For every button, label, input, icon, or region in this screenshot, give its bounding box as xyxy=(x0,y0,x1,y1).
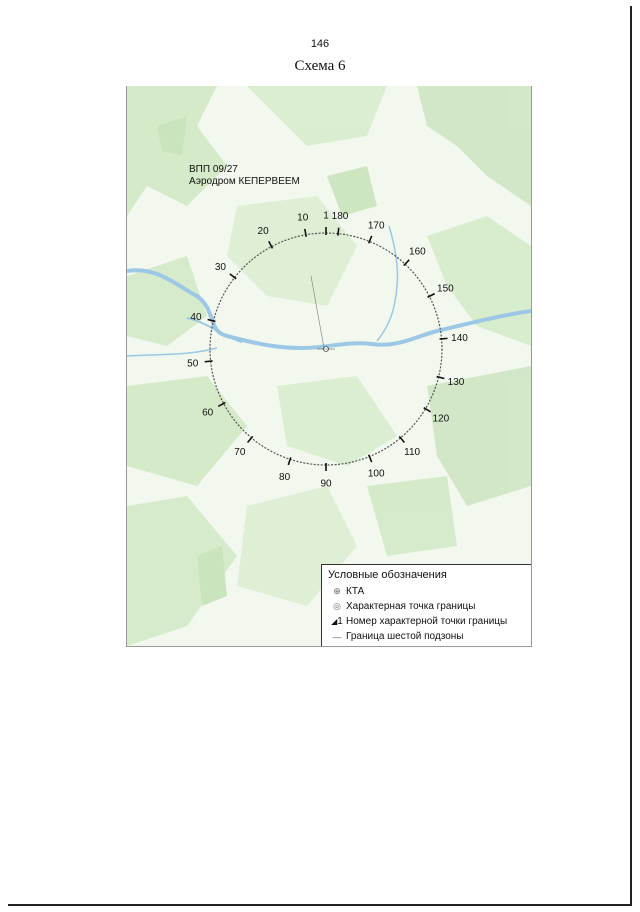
boundary-point-label: 30 xyxy=(214,262,226,274)
legend-label: Характерная точка границы xyxy=(346,601,476,612)
point-number-symbol-text: 1 xyxy=(337,616,343,627)
boundary-point-label: 150 xyxy=(437,283,454,295)
boundary-point-label: 1 xyxy=(323,210,329,222)
boundary-point-label: 60 xyxy=(202,407,214,419)
boundary-point-label: 160 xyxy=(409,246,426,258)
boundary-point-marker xyxy=(440,338,448,339)
legend-title: Условные обозначения xyxy=(328,569,447,581)
map-graphic xyxy=(127,86,531,646)
boundary-point-marker xyxy=(205,361,213,362)
boundary-point-label: 10 xyxy=(297,212,309,224)
scheme-title: Схема 6 xyxy=(294,58,346,74)
boundary-point-label: 90 xyxy=(320,478,332,490)
boundary-point-label: 100 xyxy=(367,468,385,480)
boundary-point-marker xyxy=(338,228,339,236)
point-number-symbol-icon: ◢ 1 xyxy=(331,616,343,627)
boundary-point-label: 110 xyxy=(404,447,421,459)
boundary-point-label: 50 xyxy=(187,358,199,370)
boundary-point-label: 70 xyxy=(234,447,246,459)
kta-symbol-icon: ⊕ xyxy=(333,586,341,596)
aerodrome-name: Аэродром КЕПЕРВЕЕМ xyxy=(189,176,300,187)
aerodrome-caption xyxy=(189,164,300,188)
page-number: 146 xyxy=(310,38,330,50)
boundary-point-label: 80 xyxy=(279,471,291,483)
legend-label: КТА xyxy=(346,586,365,597)
legend-item-boundary-point xyxy=(328,599,525,614)
legend-item-point-number xyxy=(328,614,525,629)
runway-label: ВПП 09/27 xyxy=(189,164,238,175)
legend-item-boundary-line xyxy=(328,629,525,644)
boundary-point-label: 130 xyxy=(447,376,465,388)
legend xyxy=(321,564,531,646)
boundary-point-label: 170 xyxy=(367,220,385,232)
boundary-point-label: 140 xyxy=(451,332,468,344)
boundary-point-label: 120 xyxy=(432,413,450,425)
boundary-point-label: 20 xyxy=(257,226,269,238)
legend-label: Номер характерной точки границы xyxy=(346,616,508,627)
boundary-point-label: 40 xyxy=(190,312,202,324)
legend-item-kta xyxy=(328,584,525,599)
boundary-point-symbol-icon: ◎ xyxy=(333,601,341,611)
boundary-point-label: 180 xyxy=(331,211,349,223)
map-area xyxy=(126,86,532,647)
boundary-line-symbol-icon: — xyxy=(332,631,342,642)
legend-label: Граница шестой подзоны xyxy=(346,631,464,642)
